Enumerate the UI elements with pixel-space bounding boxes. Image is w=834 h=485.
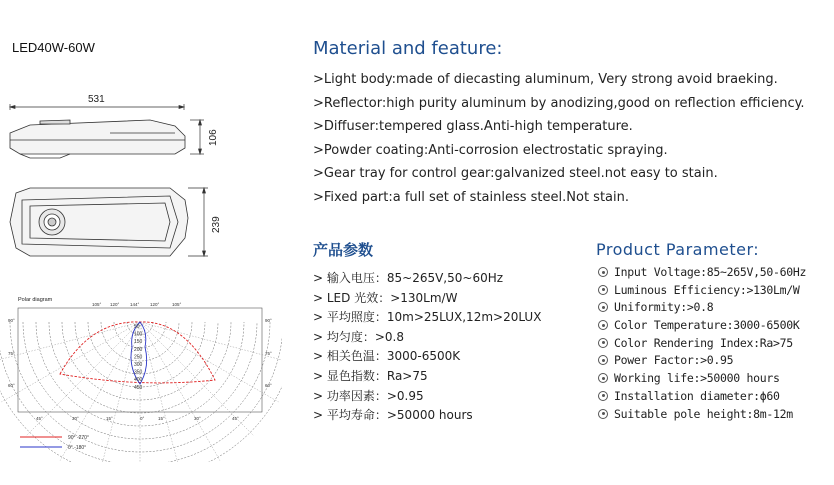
polar-right-angle: 75° — [265, 351, 272, 356]
legend-label-red: 90° -270° — [68, 435, 89, 441]
polar-scale — [134, 324, 143, 391]
param-item: Input Voltage:85~265V,50-60Hz — [598, 264, 806, 282]
param-item: Suitable pole height:8m-12m — [598, 406, 806, 424]
product-parameter-cn-list — [313, 270, 541, 427]
polar-title: Polar diagram — [18, 297, 53, 303]
cn-param-item: > 平均寿命：>50000 hours — [313, 408, 473, 423]
width-label: 239 — [211, 216, 222, 233]
polar-top-angle: 105° — [172, 302, 182, 307]
polar-top-angle: 144° — [130, 302, 140, 307]
polar-scale-label: 50 — [134, 324, 140, 330]
bullet-icon — [598, 355, 608, 365]
length-label: 531 — [88, 94, 105, 105]
polar-bottom-angle: 15° — [158, 416, 165, 421]
cn-param-item: > 输入电压：85~265V,50~60Hz — [313, 271, 504, 285]
product-parameter-cn-title: 产品参数 — [313, 241, 374, 259]
cn-param-item: > 均匀度：>0.8 — [313, 329, 405, 344]
polar-bottom-angle: 15° — [106, 416, 113, 421]
polar-scale-label: 250 — [134, 354, 143, 361]
param-item: Working life:>50000 hours — [598, 370, 806, 388]
polar-top-angles — [92, 302, 182, 307]
polar-bottom-angle: 45° — [232, 416, 239, 421]
polar-right-angles — [265, 318, 272, 388]
material-list — [313, 71, 805, 213]
param-item: Luminous Efficiency:>130Lm/W — [598, 282, 806, 300]
height-label: 106 — [208, 129, 219, 146]
param-item: Color Temperature:3000-6500K — [598, 317, 806, 335]
material-item: >Gear tray for control gear:galvanized steel.not easy to stain. — [313, 166, 718, 182]
polar-top-angle: 120° — [150, 302, 160, 307]
bullet-icon — [598, 373, 608, 383]
material-title: Material and feature: — [313, 38, 503, 59]
polar-right-angle: 90° — [265, 318, 272, 323]
height-dimension — [190, 120, 204, 154]
legend-label-blue: 0° -180° — [68, 445, 87, 451]
polar-bottom-angle: 0° — [140, 416, 145, 421]
param-item: Installation diameter:ϕ60 — [598, 388, 806, 406]
cn-param-item: > 显色指数：Ra>75 — [313, 368, 428, 383]
polar-scale-label: 200 — [134, 346, 143, 353]
polar-top-angle: 105° — [92, 302, 102, 307]
param-item: Power Factor:>0.95 — [598, 352, 806, 370]
bullet-icon — [598, 267, 608, 277]
material-item: >Fixed part:a full set of stainless steel.Not stain. — [313, 189, 629, 205]
material-item: >Diffuser:tempered glass.Anti-high temperature. — [313, 119, 633, 135]
polar-scale-label: 400 — [134, 377, 143, 384]
material-item: >Reflector:high purity aluminum by anodizing,good on reflection efficiency. — [313, 95, 805, 111]
param-item: Color Rendering Index:Ra>75 — [598, 335, 806, 353]
top-view — [10, 188, 188, 256]
polar-left-angle: 90° — [8, 318, 15, 323]
material-item: >Powder coating:Anti-corrosion electrostatic spraying. — [313, 142, 668, 158]
polar-bottom-angle: 30° — [72, 416, 79, 421]
product-parameter-title: Product Parameter: — [596, 240, 760, 259]
polar-left-angles — [8, 318, 15, 388]
polar-diagram — [0, 292, 282, 462]
bullet-icon — [598, 285, 608, 295]
cn-param-item: > 相关色温：3000-6500K — [313, 349, 461, 364]
polar-top-angle: 120° — [110, 302, 120, 307]
polar-right-angle: 60° — [265, 383, 272, 388]
polar-scale-label: 450 — [134, 384, 143, 391]
bullet-icon — [598, 409, 608, 419]
polar-scale-label: 150 — [134, 339, 143, 346]
bullet-icon — [598, 320, 608, 330]
polar-scale-label: 100 — [134, 331, 143, 338]
product-parameter-list — [598, 264, 806, 423]
polar-scale-label: 350 — [134, 369, 143, 376]
polar-left-angle: 75° — [8, 351, 15, 356]
side-view — [10, 120, 185, 158]
model-title: LED40W-60W — [12, 40, 95, 55]
cn-param-item: > LED 光效：>130Lm/W — [313, 290, 458, 305]
polar-scale-label: 300 — [134, 362, 143, 368]
width-dimension — [188, 188, 208, 256]
bullet-icon — [598, 391, 608, 401]
cn-param-item: > 功率因素：>0.95 — [313, 388, 424, 403]
bullet-icon — [598, 302, 608, 312]
polar-bottom-angle: 30° — [194, 416, 201, 421]
polar-bottom-angle: 45° — [36, 416, 43, 421]
polar-left-angle: 60° — [8, 383, 15, 388]
bullet-icon — [598, 338, 608, 348]
material-item: >Light body:made of diecasting aluminum, Very strong avoid braeking. — [313, 72, 778, 87]
cn-param-item: > 平均照度：10m>25LUX,12m>20LUX — [313, 310, 542, 325]
lamp-dimension-drawings — [0, 88, 230, 278]
param-item: Uniformity:>0.8 — [598, 299, 806, 317]
